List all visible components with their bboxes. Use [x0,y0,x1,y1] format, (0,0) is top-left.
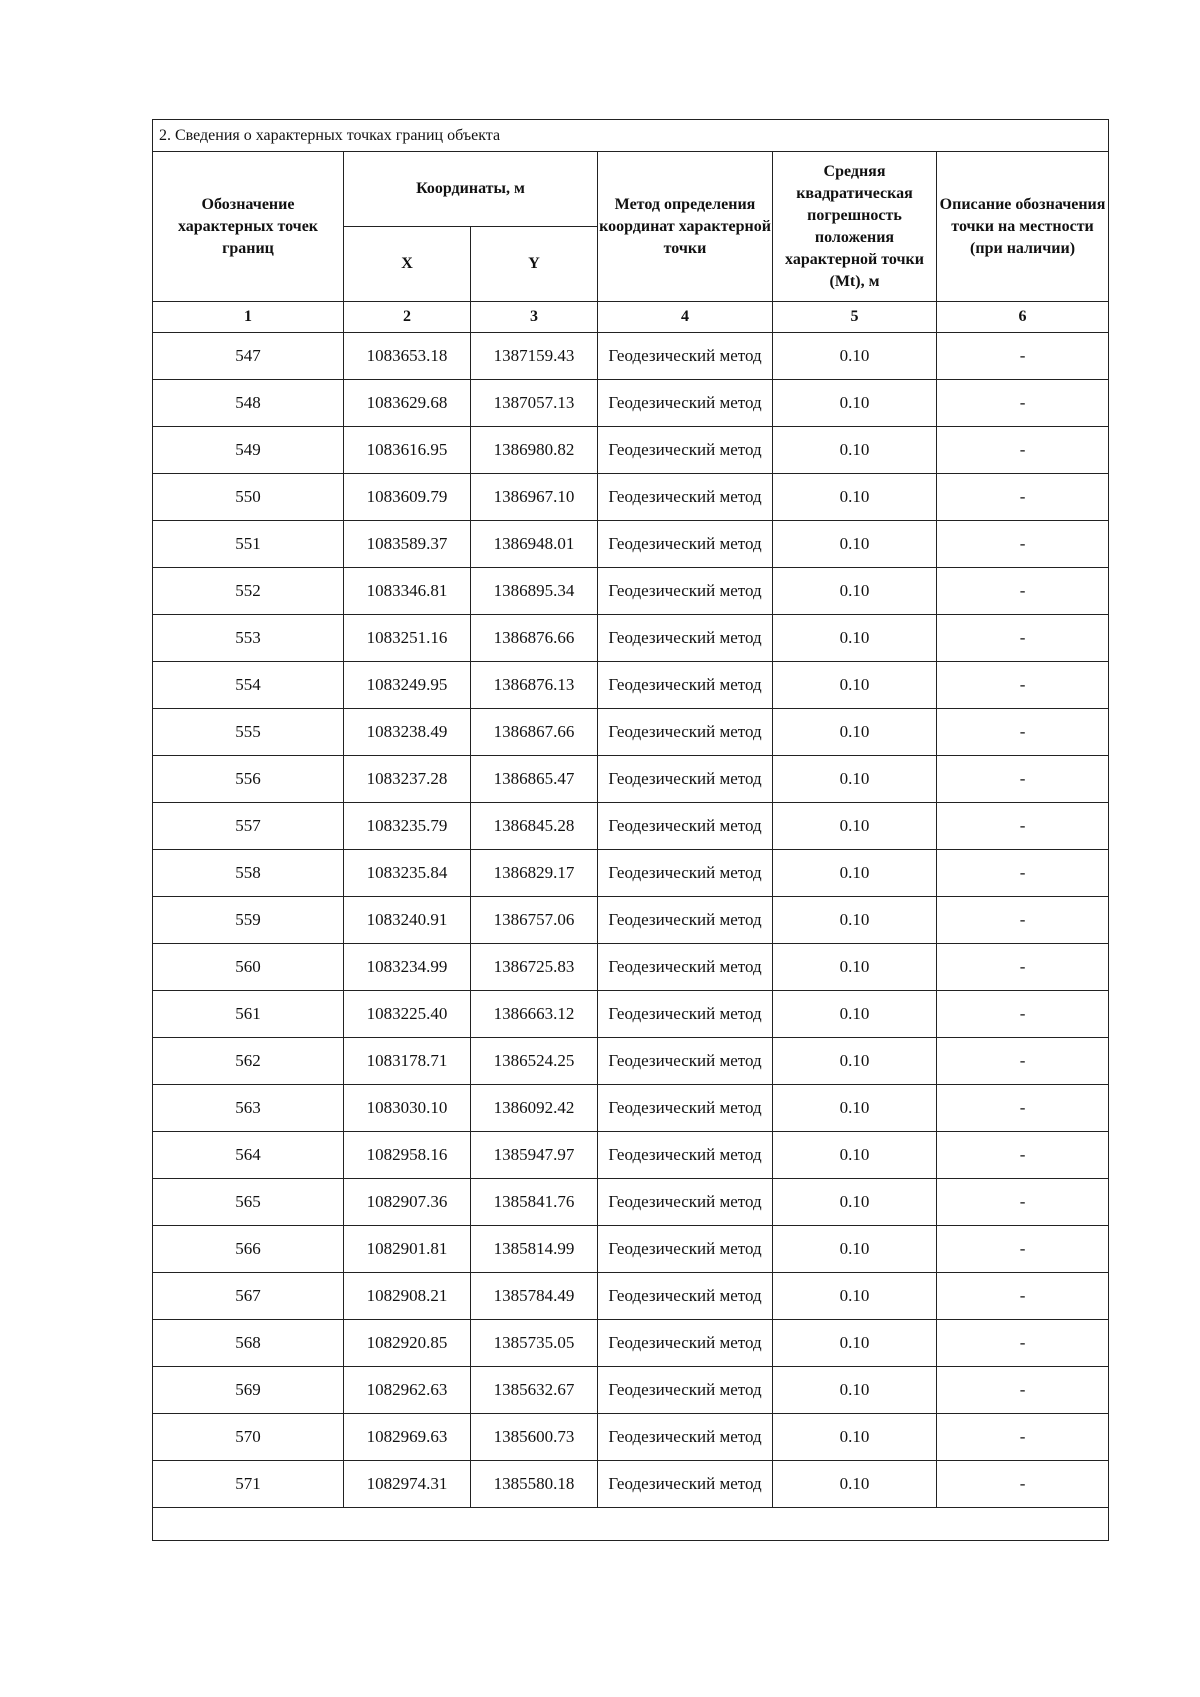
y-coordinate-cell: 1386757.06 [471,897,598,944]
point-cell: 562 [153,1038,344,1085]
point-cell: 547 [153,333,344,380]
description-cell: - [937,709,1109,756]
table-row [153,756,1109,803]
y-coordinate-cell: 1386524.25 [471,1038,598,1085]
error-cell: 0.10 [773,380,937,427]
description-cell: - [937,850,1109,897]
description-cell: - [937,662,1109,709]
header-method: Метод определения координат характерной точки [598,152,773,302]
description-cell: - [937,1273,1109,1320]
table-row [153,897,1109,944]
table-row [153,1085,1109,1132]
point-cell: 553 [153,615,344,662]
column-number: 4 [598,302,773,333]
point-cell: 549 [153,427,344,474]
error-cell: 0.10 [773,1320,937,1367]
x-coordinate-cell: 1082908.21 [344,1273,471,1320]
error-cell: 0.10 [773,756,937,803]
error-cell: 0.10 [773,427,937,474]
method-cell: Геодезический метод [598,1085,773,1132]
description-cell: - [937,1367,1109,1414]
point-cell: 552 [153,568,344,615]
point-cell: 548 [153,380,344,427]
x-coordinate-cell: 1082901.81 [344,1226,471,1273]
x-coordinate-cell: 1083235.79 [344,803,471,850]
error-cell: 0.10 [773,1179,937,1226]
method-cell: Геодезический метод [598,474,773,521]
table-body [153,333,1109,1508]
x-coordinate-cell: 1083235.84 [344,850,471,897]
point-cell: 561 [153,991,344,1038]
point-cell: 558 [153,850,344,897]
table-row [153,991,1109,1038]
table-row [153,1461,1109,1508]
y-coordinate-cell: 1385735.05 [471,1320,598,1367]
description-cell: - [937,474,1109,521]
method-cell: Геодезический метод [598,662,773,709]
error-cell: 0.10 [773,662,937,709]
method-cell: Геодезический метод [598,380,773,427]
x-coordinate-cell: 1083237.28 [344,756,471,803]
error-cell: 0.10 [773,709,937,756]
description-cell: - [937,944,1109,991]
description-cell: - [937,615,1109,662]
error-cell: 0.10 [773,474,937,521]
table-row [153,709,1109,756]
x-coordinate-cell: 1082962.63 [344,1367,471,1414]
y-coordinate-cell: 1385600.73 [471,1414,598,1461]
point-cell: 567 [153,1273,344,1320]
method-cell: Геодезический метод [598,1132,773,1179]
x-coordinate-cell: 1083653.18 [344,333,471,380]
method-cell: Геодезический метод [598,333,773,380]
point-cell: 569 [153,1367,344,1414]
method-cell: Геодезический метод [598,897,773,944]
method-cell: Геодезический метод [598,1414,773,1461]
header-y: Y [471,227,598,302]
method-cell: Геодезический метод [598,1461,773,1508]
description-cell: - [937,1038,1109,1085]
table-row [153,1179,1109,1226]
point-cell: 556 [153,756,344,803]
table-row [153,1273,1109,1320]
x-coordinate-cell: 1082974.31 [344,1461,471,1508]
boundary-points-table [152,119,1109,1541]
x-coordinate-cell: 1083234.99 [344,944,471,991]
table-row [153,474,1109,521]
table-row [153,1367,1109,1414]
error-cell: 0.10 [773,897,937,944]
method-cell: Геодезический метод [598,944,773,991]
y-coordinate-cell: 1386980.82 [471,427,598,474]
error-cell: 0.10 [773,1461,937,1508]
description-cell: - [937,333,1109,380]
point-cell: 557 [153,803,344,850]
x-coordinate-cell: 1083629.68 [344,380,471,427]
x-coordinate-cell: 1083030.10 [344,1085,471,1132]
description-cell: - [937,1132,1109,1179]
point-cell: 563 [153,1085,344,1132]
y-coordinate-cell: 1386845.28 [471,803,598,850]
method-cell: Геодезический метод [598,1179,773,1226]
column-number: 1 [153,302,344,333]
y-coordinate-cell: 1385814.99 [471,1226,598,1273]
section-title: 2. Сведения о характерных точках границ объекта [153,120,1109,152]
x-coordinate-cell: 1083616.95 [344,427,471,474]
x-coordinate-cell: 1082920.85 [344,1320,471,1367]
table-row [153,1414,1109,1461]
description-cell: - [937,1461,1109,1508]
y-coordinate-cell: 1386967.10 [471,474,598,521]
table-row [153,615,1109,662]
empty-footer-row [153,1508,1109,1541]
method-cell: Геодезический метод [598,1273,773,1320]
x-coordinate-cell: 1083225.40 [344,991,471,1038]
y-coordinate-cell: 1387159.43 [471,333,598,380]
method-cell: Геодезический метод [598,1320,773,1367]
y-coordinate-cell: 1385947.97 [471,1132,598,1179]
column-number: 2 [344,302,471,333]
table-row [153,1320,1109,1367]
y-coordinate-cell: 1385841.76 [471,1179,598,1226]
x-coordinate-cell: 1082958.16 [344,1132,471,1179]
method-cell: Геодезический метод [598,803,773,850]
y-coordinate-cell: 1386876.13 [471,662,598,709]
error-cell: 0.10 [773,1085,937,1132]
y-coordinate-cell: 1385784.49 [471,1273,598,1320]
error-cell: 0.10 [773,803,937,850]
point-cell: 551 [153,521,344,568]
x-coordinate-cell: 1082969.63 [344,1414,471,1461]
point-cell: 568 [153,1320,344,1367]
table-row [153,427,1109,474]
header-error: Средняя квадратическая погрешность положения характерной точки (Mt), м [773,152,937,302]
description-cell: - [937,427,1109,474]
description-cell: - [937,521,1109,568]
method-cell: Геодезический метод [598,756,773,803]
y-coordinate-cell: 1386867.66 [471,709,598,756]
y-coordinate-cell: 1386948.01 [471,521,598,568]
table-row [153,333,1109,380]
method-cell: Геодезический метод [598,615,773,662]
table-row [153,521,1109,568]
y-coordinate-cell: 1387057.13 [471,380,598,427]
y-coordinate-cell: 1386663.12 [471,991,598,1038]
column-number: 3 [471,302,598,333]
x-coordinate-cell: 1083238.49 [344,709,471,756]
x-coordinate-cell: 1083251.16 [344,615,471,662]
point-cell: 566 [153,1226,344,1273]
table-row [153,380,1109,427]
empty-cell [153,1508,1109,1541]
description-cell: - [937,897,1109,944]
error-cell: 0.10 [773,991,937,1038]
header-coords: Координаты, м [344,152,598,227]
method-cell: Геодезический метод [598,1038,773,1085]
error-cell: 0.10 [773,521,937,568]
method-cell: Геодезический метод [598,427,773,474]
error-cell: 0.10 [773,850,937,897]
point-cell: 550 [153,474,344,521]
y-coordinate-cell: 1386895.34 [471,568,598,615]
point-cell: 555 [153,709,344,756]
error-cell: 0.10 [773,944,937,991]
x-coordinate-cell: 1083249.95 [344,662,471,709]
description-cell: - [937,803,1109,850]
point-cell: 554 [153,662,344,709]
error-cell: 0.10 [773,568,937,615]
description-cell: - [937,1320,1109,1367]
y-coordinate-cell: 1385580.18 [471,1461,598,1508]
method-cell: Геодезический метод [598,568,773,615]
method-cell: Геодезический метод [598,991,773,1038]
x-coordinate-cell: 1083178.71 [344,1038,471,1085]
error-cell: 0.10 [773,1226,937,1273]
table-row [153,803,1109,850]
column-number: 5 [773,302,937,333]
description-cell: - [937,568,1109,615]
y-coordinate-cell: 1386829.17 [471,850,598,897]
header-description: Описание обозначения точки на местности (при наличии) [937,152,1109,302]
x-coordinate-cell: 1083609.79 [344,474,471,521]
y-coordinate-cell: 1386865.47 [471,756,598,803]
method-cell: Геодезический метод [598,521,773,568]
x-coordinate-cell: 1083240.91 [344,897,471,944]
table-row [153,1226,1109,1273]
error-cell: 0.10 [773,1367,937,1414]
x-coordinate-cell: 1083346.81 [344,568,471,615]
error-cell: 0.10 [773,1273,937,1320]
error-cell: 0.10 [773,1414,937,1461]
table-row [153,1132,1109,1179]
point-cell: 564 [153,1132,344,1179]
x-coordinate-cell: 1083589.37 [344,521,471,568]
column-number-row [153,302,1109,333]
y-coordinate-cell: 1386876.66 [471,615,598,662]
point-cell: 565 [153,1179,344,1226]
point-cell: 559 [153,897,344,944]
description-cell: - [937,380,1109,427]
column-number: 6 [937,302,1109,333]
y-coordinate-cell: 1386092.42 [471,1085,598,1132]
method-cell: Геодезический метод [598,1367,773,1414]
table-row [153,944,1109,991]
table-row [153,662,1109,709]
description-cell: - [937,991,1109,1038]
method-cell: Геодезический метод [598,850,773,897]
description-cell: - [937,756,1109,803]
table-row [153,850,1109,897]
document-page [152,119,1108,1541]
header-point: Обозначение характерных точек границ [153,152,344,302]
y-coordinate-cell: 1386725.83 [471,944,598,991]
point-cell: 560 [153,944,344,991]
error-cell: 0.10 [773,615,937,662]
error-cell: 0.10 [773,333,937,380]
point-cell: 571 [153,1461,344,1508]
description-cell: - [937,1179,1109,1226]
y-coordinate-cell: 1385632.67 [471,1367,598,1414]
description-cell: - [937,1226,1109,1273]
header-x: X [344,227,471,302]
method-cell: Геодезический метод [598,709,773,756]
x-coordinate-cell: 1082907.36 [344,1179,471,1226]
description-cell: - [937,1085,1109,1132]
table-row [153,1038,1109,1085]
error-cell: 0.10 [773,1132,937,1179]
method-cell: Геодезический метод [598,1226,773,1273]
error-cell: 0.10 [773,1038,937,1085]
description-cell: - [937,1414,1109,1461]
table-row [153,568,1109,615]
point-cell: 570 [153,1414,344,1461]
